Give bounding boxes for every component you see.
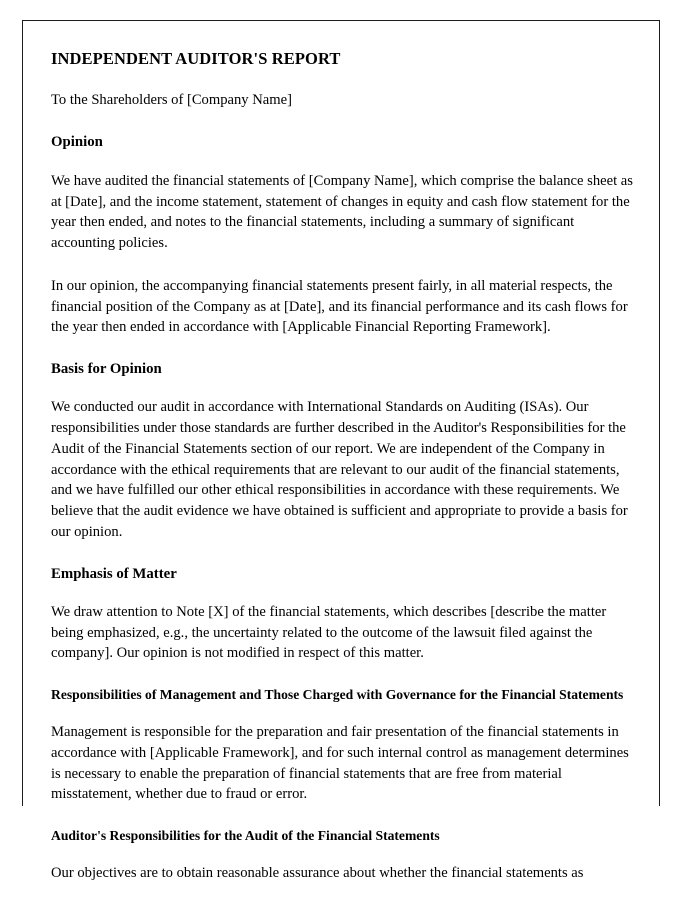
section-heading: Basis for Opinion xyxy=(51,361,162,377)
section-emphasis-of-matter xyxy=(51,565,633,665)
paragraph: Management is responsible for the preparation and fair presentation of the financial statements in accordance with [Applicable Framework], and for such internal control as management determines is necessary to enable the preparation of financial statements that are free from material misstatement, whether due to fraud or error. xyxy=(51,724,629,803)
document-body xyxy=(23,21,659,884)
section-management-responsibilities xyxy=(51,686,633,805)
paragraph: Our objectives are to obtain reasonable assurance about whether the financial statements as xyxy=(51,864,584,881)
section-heading: Emphasis of Matter xyxy=(51,565,177,582)
page-title: INDEPENDENT AUDITOR'S REPORT xyxy=(51,49,341,68)
section-basis-for-opinion xyxy=(51,360,633,543)
paragraph: In our opinion, the accompanying financial statements present fairly, in all material respects, the financial position of the Company as at [Date], and its financial performance and its cash flows for the year then ended in accordance with [Applicable Financial Reporting Framework]. xyxy=(51,277,628,336)
document-page xyxy=(22,20,660,881)
section-auditor-responsibilities xyxy=(51,827,633,884)
addressee-line: To the Shareholders of [Company Name] xyxy=(51,91,292,108)
section-heading: Opinion xyxy=(51,134,103,151)
section-heading: Auditor's Responsibilities for the Audit of the Financial Statements xyxy=(51,827,440,843)
paragraph: We have audited the financial statements of [Company Name], which comprise the balance sheet as at [Date], and the income statement, statement of changes in equity and cash flow statement for the year then ended, and notes to the financial statements, including a summary of significant accounting policies. xyxy=(51,172,633,252)
section-heading: Responsibilities of Management and Those Charged with Governance for the Financial Statements xyxy=(51,687,624,703)
paragraph: We conducted our audit in accordance with International Standards on Auditing (ISAs). Our responsibilities under those standards are further described in the Auditor's Responsibilities for the Audit of the Financial Statements section of our report. We are independent of the Company in accordance with the ethical requirements that are relevant to our audit of the financial statements, and we have fulfilled our other ethical responsibilities in accordance with these requirements. We believe that the audit evidence we have obtained is sufficient and appropriate to provide a basis for our opinion. xyxy=(51,399,628,540)
paragraph: We draw attention to Note [X] of the financial statements, which describes [describe the matter being emphasized, e.g., the uncertainty related to the outcome of the lawsuit filed against the company]. Our opinion is not modified in respect of this matter. xyxy=(51,604,607,662)
section-opinion xyxy=(51,133,633,338)
